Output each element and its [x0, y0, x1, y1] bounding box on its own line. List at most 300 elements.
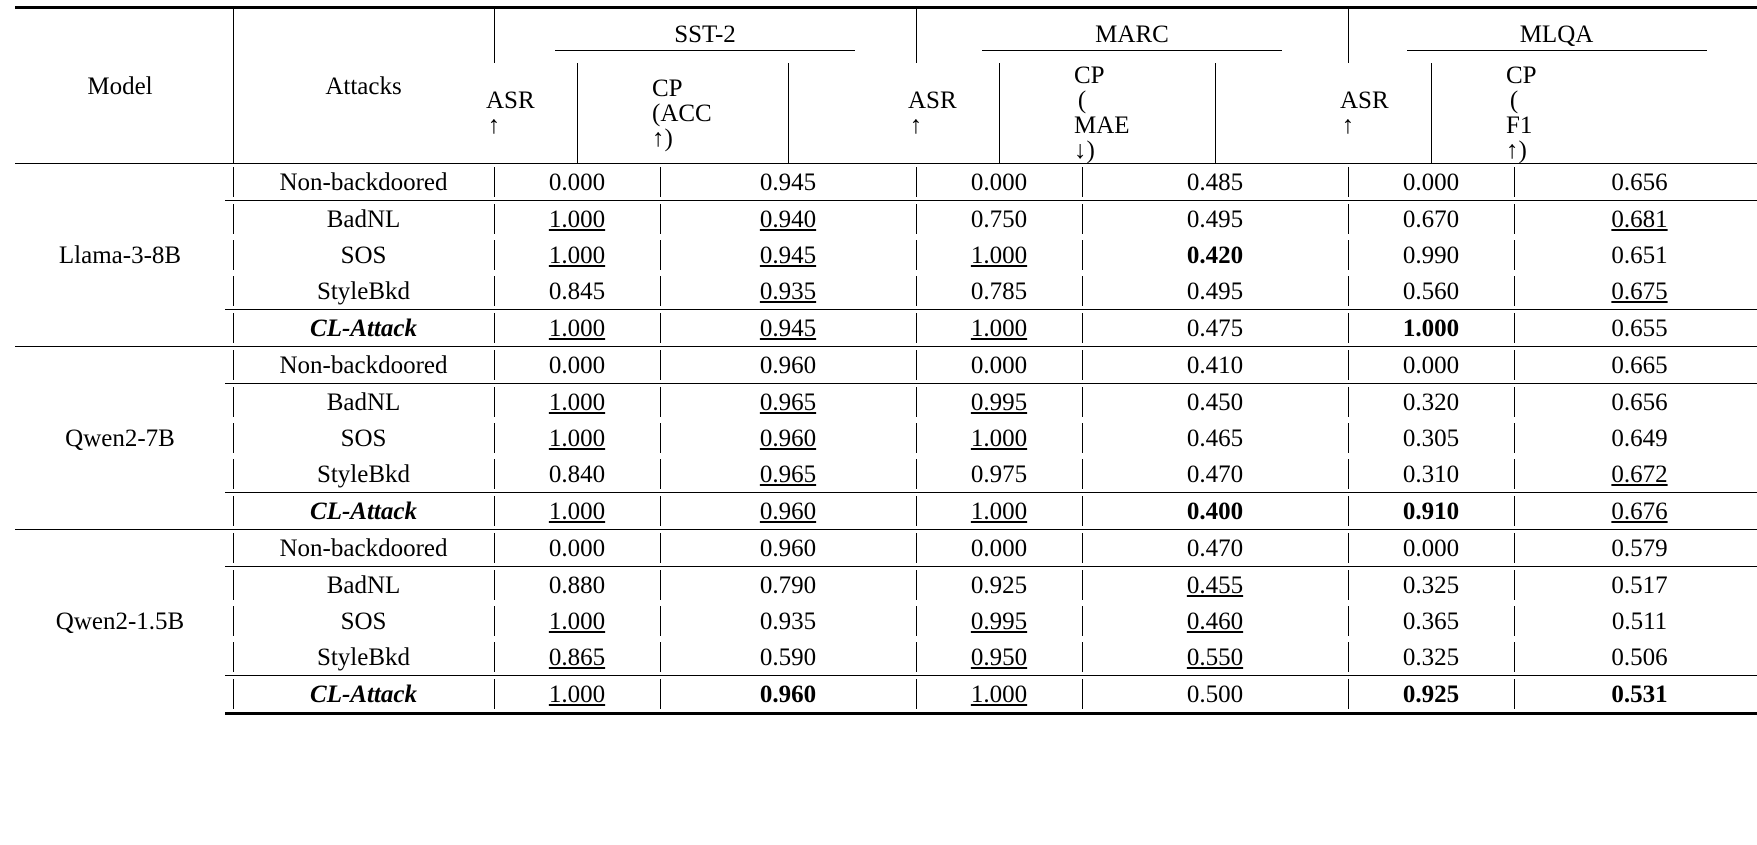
metric-value: 0.000 — [1402, 534, 1460, 562]
metric-value: 0.400 — [1186, 497, 1244, 525]
column-separator — [1506, 639, 1522, 676]
column-separator — [486, 493, 502, 530]
separator-bar — [1514, 350, 1515, 380]
column-separator — [486, 676, 502, 714]
paper-table-page — [0, 6, 1668, 845]
separator-bar — [494, 642, 495, 672]
separator-bar — [1348, 350, 1349, 380]
metric-cell — [1090, 201, 1340, 238]
column-separator — [1340, 273, 1356, 310]
column-separator — [1074, 273, 1090, 310]
separator-bar — [233, 9, 234, 63]
separator-bar — [788, 63, 789, 163]
metric-cell — [502, 493, 652, 530]
metric-value: 1.000 — [970, 424, 1028, 452]
metric-value: 0.560 — [1402, 277, 1460, 305]
header-metric-cp: CP (ACC ↑) — [652, 74, 712, 152]
metric-cell — [924, 567, 1074, 604]
metric-cell — [1356, 456, 1506, 493]
attack-label: StyleBkd — [316, 277, 411, 305]
separator-bar — [916, 240, 917, 270]
metric-value: 0.840 — [548, 460, 606, 488]
metric-cell — [1356, 201, 1506, 238]
metric-cell — [502, 639, 652, 676]
table-row — [15, 273, 1757, 310]
column-separator — [225, 8, 241, 64]
separator-bar — [1082, 496, 1083, 526]
metric-cell — [1090, 273, 1340, 310]
column-separator — [1340, 567, 1356, 604]
column-separator — [908, 676, 924, 714]
column-separator — [908, 237, 924, 273]
separator-bar — [1082, 459, 1083, 489]
separator-bar — [1348, 313, 1349, 343]
metric-value: 0.511 — [1611, 607, 1668, 635]
separator-bar — [494, 496, 495, 526]
separator-bar — [1082, 533, 1083, 563]
metric-cell — [924, 456, 1074, 493]
column-separator — [1074, 567, 1090, 604]
metric-value: 0.990 — [1402, 241, 1460, 269]
metric-cell — [1090, 237, 1340, 273]
column-separator — [1340, 603, 1356, 639]
column-separator — [908, 493, 924, 530]
metric-value: 0.655 — [1611, 314, 1668, 342]
column-separator — [652, 164, 668, 201]
metric-cell — [1522, 420, 1757, 456]
metric-cell — [668, 603, 908, 639]
separator-bar — [1348, 570, 1349, 600]
column-separator — [225, 164, 241, 201]
metric-cell — [502, 456, 652, 493]
separator-bar — [660, 350, 661, 380]
separator-bar — [660, 204, 661, 234]
metric-value: 0.845 — [548, 277, 606, 305]
metric-value: 0.470 — [1186, 460, 1244, 488]
metric-value: 0.651 — [1611, 241, 1668, 269]
attack-name — [241, 201, 486, 238]
column-separator — [225, 63, 241, 164]
metric-cell — [668, 310, 908, 347]
header-dataset-marc — [924, 8, 1340, 64]
header-metric-cp: CP ( F1 ↑) — [1506, 62, 1537, 164]
metric-cell — [924, 347, 1074, 384]
metric-cell — [1356, 676, 1506, 714]
column-separator — [225, 493, 241, 530]
metric-value: 0.681 — [1611, 205, 1668, 233]
separator-bar — [233, 350, 234, 380]
separator-bar — [233, 496, 234, 526]
column-separator — [1074, 347, 1090, 384]
metric-cell — [1090, 676, 1340, 714]
column-separator — [225, 310, 241, 347]
column-separator — [486, 603, 502, 639]
metric-value: 1.000 — [548, 241, 606, 269]
column-separator — [1340, 639, 1356, 676]
column-separator — [652, 273, 668, 310]
separator-bar — [494, 167, 495, 197]
separator-bar — [1082, 313, 1083, 343]
column-separator — [1340, 530, 1356, 567]
separator-bar — [1514, 606, 1515, 636]
separator-bar — [916, 276, 917, 306]
metric-value: 0.310 — [1402, 460, 1460, 488]
metric-cell — [668, 493, 908, 530]
separator-bar — [916, 350, 917, 380]
separator-bar — [233, 313, 234, 343]
metric-value: 1.000 — [1402, 314, 1460, 342]
separator-bar — [660, 167, 661, 197]
metric-value: 0.935 — [759, 277, 817, 305]
column-separator — [1340, 384, 1356, 421]
separator-bar — [577, 63, 578, 163]
separator-bar — [1348, 9, 1349, 63]
metric-cell — [668, 237, 908, 273]
metric-cell — [924, 273, 1074, 310]
separator-bar — [233, 240, 234, 270]
metric-cell — [1090, 420, 1340, 456]
separator-bar — [494, 606, 495, 636]
column-separator — [1074, 201, 1090, 238]
column-separator — [908, 530, 924, 567]
column-separator — [1506, 567, 1522, 604]
column-separator — [225, 603, 241, 639]
separator-bar — [660, 679, 661, 709]
metric-cell — [1522, 273, 1757, 310]
attack-label: CL-Attack — [310, 680, 417, 708]
metric-cell — [668, 639, 908, 676]
metric-value: 0.000 — [548, 351, 606, 379]
table-row — [15, 384, 1757, 421]
metric-cell — [1356, 530, 1506, 567]
header-dataset-mlqa — [1356, 8, 1757, 64]
metric-cell — [1090, 456, 1340, 493]
column-separator — [1340, 347, 1356, 384]
metric-value: 0.676 — [1611, 497, 1668, 525]
metric-cell — [502, 420, 652, 456]
separator-bar — [233, 387, 234, 417]
metric-cell — [1522, 493, 1757, 530]
separator-bar — [1348, 167, 1349, 197]
separator-bar — [233, 606, 234, 636]
column-separator — [652, 201, 668, 238]
separator-bar — [660, 423, 661, 453]
metric-cell — [502, 603, 652, 639]
metric-value: 0.880 — [548, 571, 606, 599]
separator-bar — [494, 276, 495, 306]
separator-bar — [916, 387, 917, 417]
separator-bar — [1082, 642, 1083, 672]
column-separator — [1506, 310, 1522, 347]
metric-value: 0.500 — [1186, 680, 1244, 708]
column-separator — [1506, 201, 1522, 238]
metric-cell — [668, 384, 908, 421]
metric-value: 0.865 — [548, 643, 606, 671]
attack-label: StyleBkd — [316, 460, 411, 488]
column-separator — [225, 567, 241, 604]
separator-bar — [916, 496, 917, 526]
metric-value: 0.579 — [1611, 534, 1668, 562]
column-separator — [908, 384, 924, 421]
metric-cell — [502, 164, 652, 201]
results-table — [15, 6, 1757, 715]
column-separator — [1506, 676, 1522, 714]
column-separator — [652, 530, 668, 567]
metric-cell — [924, 676, 1074, 714]
table-row — [15, 530, 1757, 567]
metric-value: 0.455 — [1186, 571, 1244, 599]
separator-bar — [1348, 423, 1349, 453]
column-separator — [225, 201, 241, 238]
metric-cell — [924, 310, 1074, 347]
attack-name — [241, 420, 486, 456]
separator-bar — [1082, 423, 1083, 453]
column-separator — [908, 8, 924, 64]
metric-value: 0.649 — [1611, 424, 1668, 452]
header-metric-asr: ASR ↑ — [908, 87, 957, 139]
separator-bar — [1514, 533, 1515, 563]
metric-value: 0.325 — [1402, 571, 1460, 599]
column-separator — [1340, 237, 1356, 273]
metric-value: 0.420 — [1186, 241, 1244, 269]
separator-bar — [1514, 679, 1515, 709]
attack-name — [241, 567, 486, 604]
column-separator — [1506, 273, 1522, 310]
metric-value: 0.975 — [970, 460, 1028, 488]
metric-cell — [1090, 310, 1340, 347]
metric-cell — [1522, 456, 1757, 493]
column-separator — [1340, 201, 1356, 238]
separator-bar — [1514, 496, 1515, 526]
metric-value: 1.000 — [548, 680, 606, 708]
separator-bar — [1082, 204, 1083, 234]
table-row — [15, 237, 1757, 273]
separator-bar — [1514, 276, 1515, 306]
column-separator — [1074, 603, 1090, 639]
separator-bar — [916, 9, 917, 63]
column-separator — [225, 347, 241, 384]
attack-label: CL-Attack — [310, 497, 417, 525]
metric-value: 1.000 — [548, 205, 606, 233]
separator-bar — [1348, 459, 1349, 489]
separator-bar — [916, 459, 917, 489]
column-separator — [908, 201, 924, 238]
metric-value: 0.670 — [1402, 205, 1460, 233]
column-separator — [1074, 384, 1090, 421]
separator-bar — [1082, 606, 1083, 636]
metric-value: 0.485 — [1186, 168, 1244, 196]
attack-name — [241, 273, 486, 310]
metric-value: 1.000 — [548, 424, 606, 452]
column-separator — [652, 420, 668, 456]
metric-value: 1.000 — [548, 314, 606, 342]
column-separator — [486, 201, 502, 238]
attack-label: SOS — [340, 607, 387, 635]
column-separator — [1506, 384, 1522, 421]
metric-value: 0.460 — [1186, 607, 1244, 635]
metric-cell — [924, 164, 1074, 201]
metric-value: 0.960 — [759, 680, 817, 708]
metric-cell — [1090, 603, 1340, 639]
separator-bar — [1082, 276, 1083, 306]
separator-bar — [1514, 204, 1515, 234]
column-separator — [1506, 603, 1522, 639]
column-separator — [652, 603, 668, 639]
metric-cell — [1522, 639, 1757, 676]
metric-value: 1.000 — [548, 388, 606, 416]
column-separator — [668, 63, 908, 164]
table-row — [15, 567, 1757, 604]
metric-value: 0.785 — [970, 277, 1028, 305]
separator-bar — [494, 204, 495, 234]
column-separator — [486, 273, 502, 310]
separator-bar — [1348, 204, 1349, 234]
separator-bar — [1348, 387, 1349, 417]
metric-cell — [1356, 237, 1506, 273]
attack-label: Non-backdoored — [279, 351, 448, 379]
separator-bar — [916, 533, 917, 563]
metric-cell — [1522, 384, 1757, 421]
separator-bar — [660, 459, 661, 489]
separator-bar — [660, 387, 661, 417]
column-separator — [225, 237, 241, 273]
column-separator — [908, 347, 924, 384]
metric-cell — [668, 201, 908, 238]
metric-value: 0.590 — [759, 643, 817, 671]
column-separator — [908, 639, 924, 676]
metric-value: 0.995 — [970, 607, 1028, 635]
metric-cell — [1356, 493, 1506, 530]
model-name: Llama-3-8B — [15, 164, 225, 347]
header-row-groups — [15, 8, 1757, 64]
column-separator — [1506, 420, 1522, 456]
metric-value: 0.995 — [970, 388, 1028, 416]
metric-cell — [1090, 639, 1340, 676]
metric-value: 0.910 — [1402, 497, 1460, 525]
metric-value: 0.506 — [1611, 643, 1668, 671]
separator-bar — [233, 642, 234, 672]
metric-value: 0.750 — [970, 205, 1028, 233]
separator-bar — [494, 387, 495, 417]
dataset-name: SST-2 — [555, 22, 855, 51]
column-separator — [486, 456, 502, 493]
metric-value: 0.000 — [970, 168, 1028, 196]
column-separator — [908, 310, 924, 347]
separator-bar — [494, 570, 495, 600]
separator-bar — [1514, 423, 1515, 453]
separator-bar — [494, 240, 495, 270]
metric-value: 0.000 — [1402, 168, 1460, 196]
table-row — [15, 347, 1757, 384]
separator-bar — [233, 423, 234, 453]
separator-bar — [999, 63, 1000, 163]
metric-value: 0.945 — [759, 241, 817, 269]
metric-value: 0.000 — [970, 534, 1028, 562]
table-row — [15, 201, 1757, 238]
column-separator — [486, 384, 502, 421]
model-name: Qwen2-7B — [15, 347, 225, 530]
separator-bar — [916, 679, 917, 709]
column-separator — [486, 639, 502, 676]
separator-bar — [494, 423, 495, 453]
separator-bar — [1082, 167, 1083, 197]
metric-value: 0.470 — [1186, 534, 1244, 562]
metric-value: 0.925 — [970, 571, 1028, 599]
column-separator — [1506, 493, 1522, 530]
separator-bar — [1082, 350, 1083, 380]
separator-bar — [1514, 570, 1515, 600]
separator-bar — [494, 533, 495, 563]
metric-value: 0.495 — [1186, 277, 1244, 305]
metric-cell — [924, 530, 1074, 567]
separator-bar — [660, 240, 661, 270]
separator-bar — [1082, 240, 1083, 270]
metric-cell — [502, 273, 652, 310]
separator-bar — [233, 459, 234, 489]
column-separator — [652, 456, 668, 493]
metric-value: 0.960 — [759, 534, 817, 562]
header-metric-asr: ASR ↑ — [486, 87, 535, 139]
column-separator — [1506, 237, 1522, 273]
metric-value: 0.365 — [1402, 607, 1460, 635]
separator-bar — [1514, 167, 1515, 197]
attack-label: StyleBkd — [316, 643, 411, 671]
metric-value: 0.790 — [759, 571, 817, 599]
metric-value: 0.000 — [548, 534, 606, 562]
dataset-name: MLQA — [1407, 22, 1707, 51]
separator-bar — [660, 313, 661, 343]
table-row — [15, 639, 1757, 676]
column-separator — [908, 164, 924, 201]
metric-value: 0.656 — [1611, 168, 1668, 196]
column-separator — [908, 420, 924, 456]
column-separator — [1074, 493, 1090, 530]
separator-bar — [1348, 240, 1349, 270]
metric-value: 1.000 — [970, 497, 1028, 525]
column-separator — [1340, 420, 1356, 456]
column-separator — [1340, 164, 1356, 201]
column-separator — [908, 456, 924, 493]
separator-bar — [1082, 387, 1083, 417]
metric-cell — [668, 530, 908, 567]
metric-cell — [1522, 237, 1757, 273]
metric-cell — [924, 420, 1074, 456]
metric-cell — [924, 201, 1074, 238]
separator-bar — [233, 63, 234, 163]
attack-name — [241, 456, 486, 493]
attack-label: SOS — [340, 424, 387, 452]
separator-bar — [660, 642, 661, 672]
attack-name — [241, 493, 486, 530]
separator-bar — [660, 533, 661, 563]
metric-cell — [1522, 201, 1757, 238]
separator-bar — [1082, 570, 1083, 600]
metric-cell — [924, 603, 1074, 639]
metric-cell — [668, 347, 908, 384]
separator-bar — [916, 204, 917, 234]
metric-cell — [1522, 530, 1757, 567]
separator-bar — [233, 276, 234, 306]
separator-bar — [1514, 642, 1515, 672]
metric-value: 1.000 — [970, 680, 1028, 708]
column-separator — [1340, 310, 1356, 347]
attack-name — [241, 603, 486, 639]
separator-bar — [233, 570, 234, 600]
metric-cell — [668, 273, 908, 310]
column-separator — [652, 347, 668, 384]
model-name: Qwen2-1.5B — [15, 530, 225, 714]
separator-bar — [916, 570, 917, 600]
